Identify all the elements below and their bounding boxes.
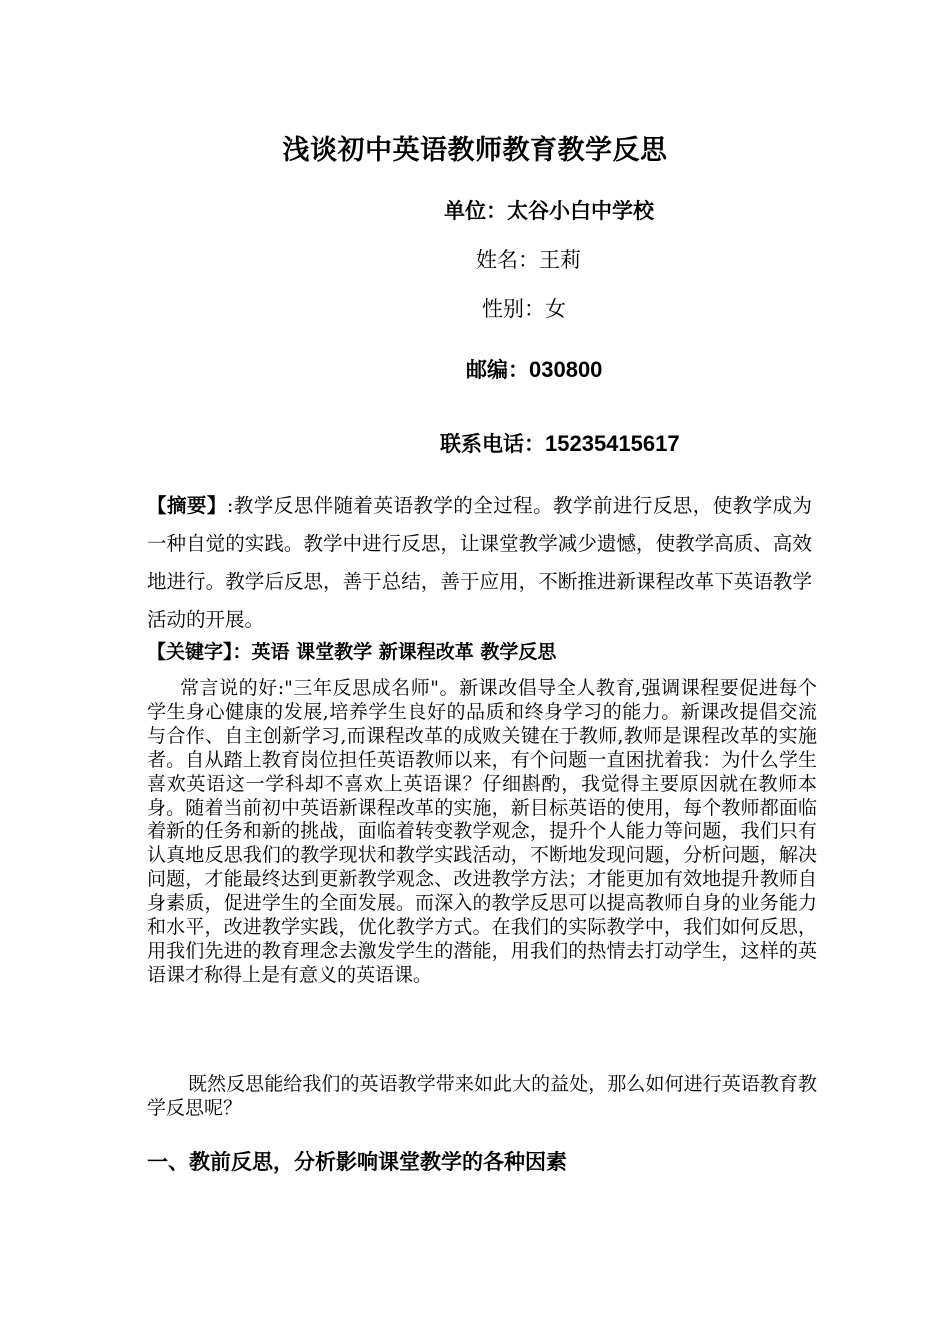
abstract-label: 【摘要】 [147,494,227,517]
author-unit: 单位：太谷小白中学校 [444,199,654,223]
author-postcode [466,355,602,385]
keywords-line: 【关键字】：英语 课堂教学 新课程改革 教学反思 [147,641,557,663]
author-phone [440,429,680,459]
document-title: 浅谈初中英语教师教育教学反思 [282,135,668,166]
phone-label: 联系电话： [440,432,545,456]
postcode-label: 邮编： [466,358,529,382]
abstract-paragraph [147,487,812,639]
author-gender: 性别：女 [482,297,566,321]
phone-value: 15235415617 [545,431,680,456]
body-paragraph: 既然反思能给我们的英语教学带来如此大的益处，那么如何进行英语教育教学反思呢？ [147,1073,817,1119]
author-name: 姓名：王莉 [476,248,581,272]
body-paragraph: 常言说的好:"三年反思成名师"。新课改倡导全人教育,强调课程要促进每个学生身心健康的发展,培养学生良好的品质和终身学习的能力。新课改提倡交流与合作、自主创新学习,而课程改革的成败关键在于教师,教师是课程改革的实施者。自从踏上教育岗位担任英语教师以来，有个问题一直困扰着我：为什么学生喜欢英语这一学科却不喜欢上英语课？仔细斟酌，我觉得主要原因就在教师本身。随着当前初中英语新课程改革的实施，新目标英语的使用，每个教师都面临着新的任务和新的挑战，面临着转变教学观念，提升个人能力等问题，我们只有认真地反思我们的教学现状和教学实践活动，不断地发现问题，分析问题，解决问题，才能最终达到更新教学观念、改进教学方法；才能更加有效地提升教师自身素质，促进学生的全面发展。而深入的教学反思可以提高教师自身的业务能力和水平，改进教学实践，优化教学方式。在我们的实际教学中，我们如何反思，用我们先进的教育理念去激发学生的潜能，用我们的热情去打动学生，这样的英语课才称得上是有意义的英语课。 [147,677,817,986]
section-heading: 一、教前反思，分析影响课堂教学的各种因素 [147,1150,567,1174]
postcode-value: 030800 [529,357,603,382]
abstract-text: :教学反思伴随着英语教学的全过程。教学前进行反思，使教学成为一种自觉的实践。教学中进行反思，让课堂教学减少遗憾，使教学高质、高效地进行。教学后反思，善于总结，善于应用，不断推进新课程改革下英语教学活动的开展。 [147,494,812,631]
